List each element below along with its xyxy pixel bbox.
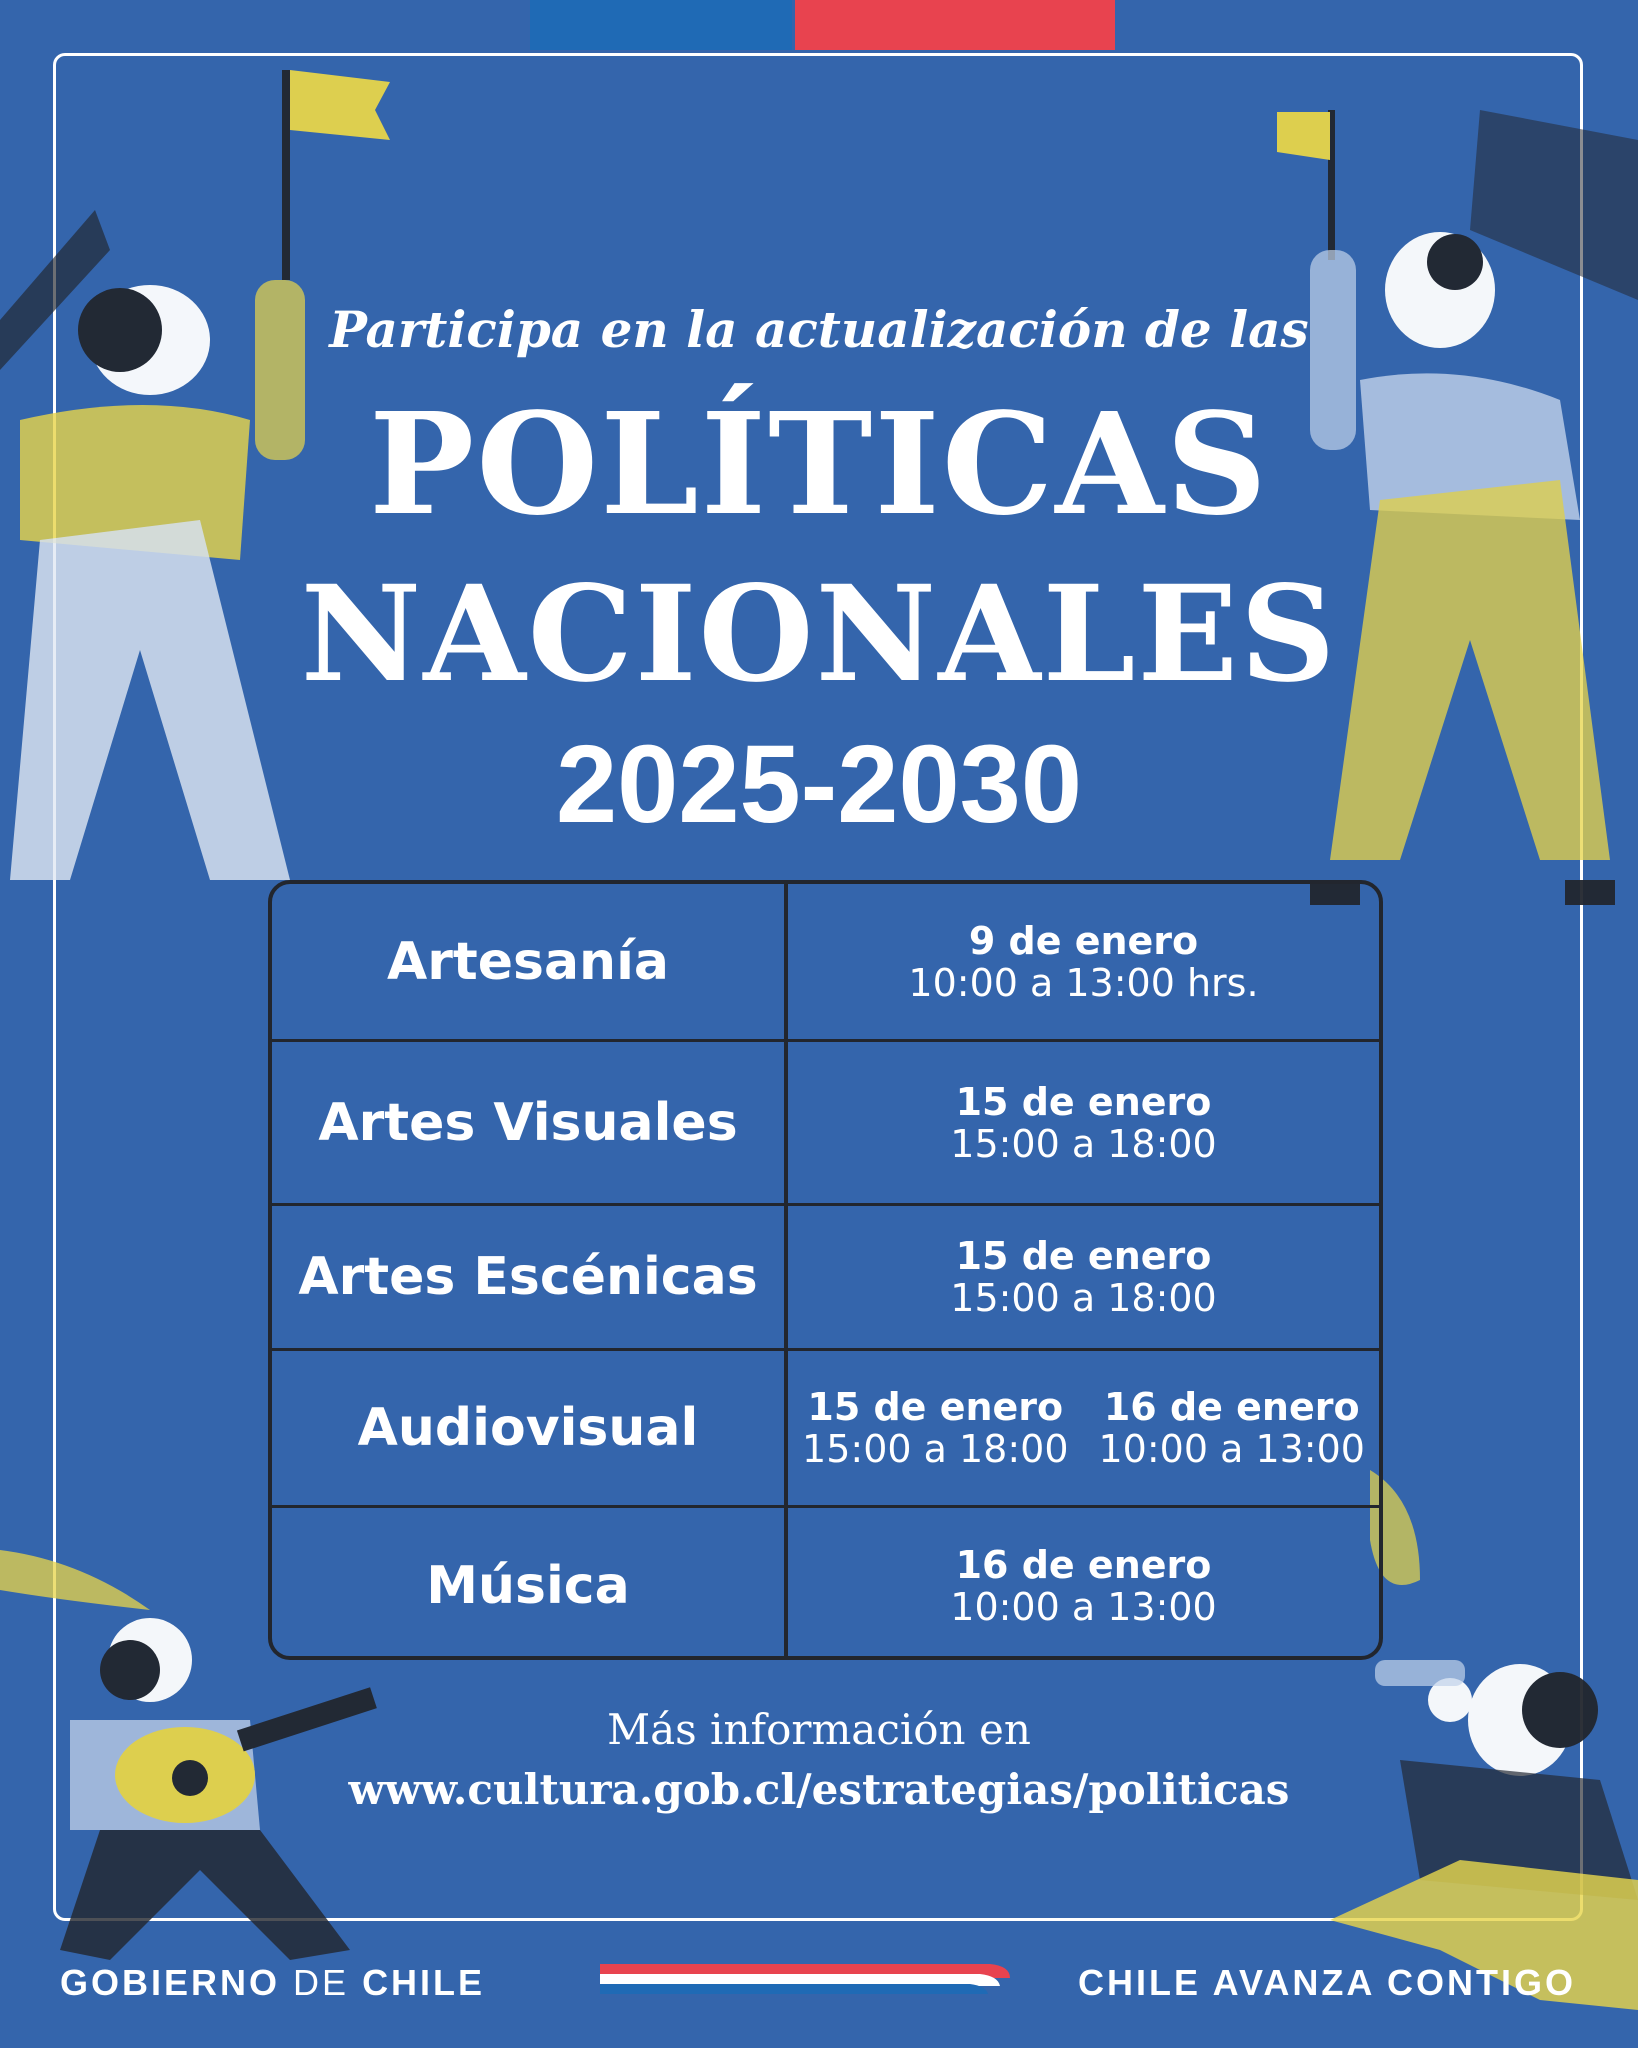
table-row <box>272 884 1379 1039</box>
table-row <box>272 1505 1379 1660</box>
slot-date: 15 de enero <box>955 1079 1212 1124</box>
slot-date: 16 de enero <box>955 1543 1212 1587</box>
discipline-name: Audiovisual <box>272 1351 788 1505</box>
time-cell <box>788 1508 1379 1660</box>
time-slot <box>950 1081 1216 1165</box>
discipline-name: Artes Visuales <box>272 1042 788 1203</box>
slot-date: 16 de enero <box>1103 1385 1360 1429</box>
discipline-name: Artes Escénicas <box>272 1206 788 1348</box>
time-slot <box>950 1235 1216 1319</box>
footer-gobierno-de-chile <box>60 1962 485 2004</box>
footer-left-word-2: DE <box>293 1962 350 2003</box>
time-cell <box>788 1351 1379 1505</box>
slot-time: 15:00 a 18:00 <box>950 1276 1217 1320</box>
table-row <box>272 1203 1379 1348</box>
footer-stripes-logo <box>600 1958 1020 1998</box>
slot-time: 10:00 a 13:00 <box>1098 1427 1365 1471</box>
footer-slogan: CHILE AVANZA CONTIGO <box>1078 1962 1576 2003</box>
time-slot <box>1099 1386 1365 1470</box>
years-range: 2025-2030 <box>555 723 1083 846</box>
table-row <box>272 1348 1379 1505</box>
title-line-2: NACIONALES <box>300 557 1338 712</box>
discipline-name: Artesanía <box>272 884 788 1039</box>
info-label: Más información en <box>607 1705 1031 1754</box>
slot-date: 15 de enero <box>807 1385 1064 1429</box>
time-slot <box>802 1386 1068 1470</box>
footer-left-word-1: GOBIERNO <box>60 1962 281 2003</box>
slot-time: 10:00 a 13:00 hrs. <box>908 960 1259 1005</box>
time-slot <box>950 1544 1216 1628</box>
subtitle: Participa en la actualización de las <box>329 300 1309 359</box>
slot-date: 9 de enero <box>968 918 1199 963</box>
time-cell <box>788 1206 1379 1348</box>
discipline-name: Música <box>272 1508 788 1660</box>
slot-date: 15 de enero <box>955 1234 1212 1278</box>
time-cell <box>788 884 1379 1039</box>
info-url[interactable]: www.cultura.gob.cl/estrategias/politicas <box>348 1765 1290 1814</box>
slot-time: 10:00 a 13:00 <box>950 1585 1217 1629</box>
footer-left-word-3: CHILE <box>362 1962 486 2003</box>
time-cell <box>788 1042 1379 1203</box>
title-line-1: POLÍTICAS <box>369 383 1269 547</box>
slot-time: 15:00 a 18:00 <box>950 1121 1217 1166</box>
time-slot <box>908 920 1258 1004</box>
schedule-table <box>268 880 1383 1660</box>
slot-time: 15:00 a 18:00 <box>802 1427 1069 1471</box>
table-row <box>272 1039 1379 1203</box>
